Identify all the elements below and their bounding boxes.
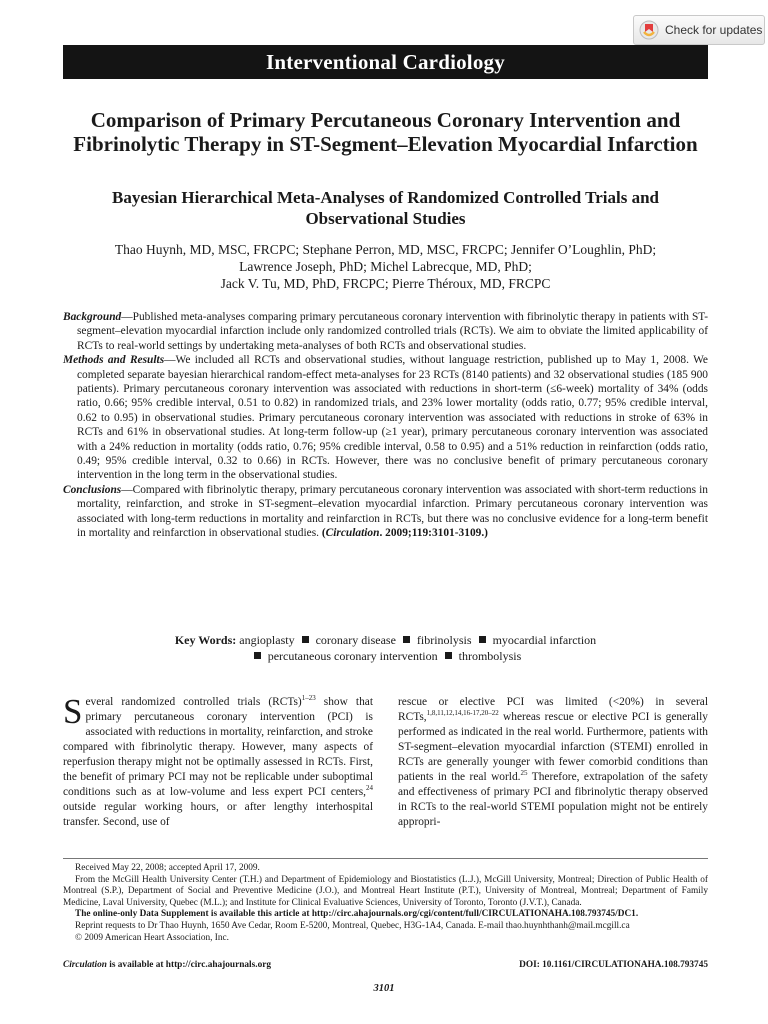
journal-footer (63, 960, 708, 970)
journal-name: Circulation (63, 960, 107, 970)
abstract-heading: Methods and Results (63, 354, 165, 367)
keyword: thrombolysis (458, 649, 522, 663)
abstract-conclusions (63, 483, 708, 541)
abstract-text: —Published meta-analyses comparing primary percutaneous coronary intervention with fibrinolytic therapy in patients with ST-segment–elevation myocardial infarction include only randomized controlled trials (RCTs). We aim to obviate the limited applicability of RCTs to real-world settings by undertaking meta-analyses of both RCTs and observational studies. (77, 311, 708, 352)
body-column-left (63, 692, 374, 830)
page-number: 3101 (373, 983, 395, 994)
reference-marker: 1,8,11,12,14,16-17,20–22 (426, 709, 499, 718)
body-column-right (398, 695, 708, 830)
square-bullet-icon (302, 636, 309, 643)
drop-cap: S (63, 692, 83, 731)
keyword: percutaneous coronary intervention (267, 649, 438, 663)
footnote-copyright: © 2009 American Heart Association, Inc. (75, 932, 229, 943)
square-bullet-icon (403, 636, 410, 643)
square-bullet-icon (445, 652, 452, 659)
keyword: myocardial infarction (492, 633, 597, 647)
citation: (Circulation. 2009;119:3101-3109.) (321, 527, 488, 540)
abstract-heading: Background (63, 311, 122, 323)
citation-journal: Circulation (325, 527, 380, 540)
reference-marker: 25 (520, 769, 528, 778)
key-words (63, 632, 708, 664)
section-banner (63, 45, 708, 79)
check-for-updates-label: Check for updates (665, 23, 763, 37)
abstract-text: —Compared with fibrinolytic therapy, primary percutaneous coronary intervention was associated with short-term reductions in mortality, reinfarction, and stroke in ST-segment–elevation myocardial infarction. Primary percutaneous coronary intervention was associated with long-term reductions in mortality and reinfarction in RCTs, but there was no conclusive evidence for a long-term benefit in mortality and reinfarction in observational studies. (77, 483, 708, 540)
key-words-line (63, 648, 708, 664)
reference-marker: 1–23 (301, 694, 316, 703)
author-line: Jack V. Tu, MD, PhD, FRCPC; Pierre Théroux, MD, FRCPC (220, 276, 551, 291)
article-title: Comparison of Primary Percutaneous Coronary Intervention and Fibrinolytic Therapy in ST-Segment–Elevation Myocardial Infarction (73, 108, 698, 156)
body-paragraph: Several randomized controlled trials (RCTs)$^{1-23}$ show that primary percutaneous coronary intervention (PCI) is associated with reductions in mortality, reinfarction, and stroke compared with fibrinolytic therapy. However, many aspects of reperfusion therapy might not be optimally assessed in RCTs. First, the benefit of primary PCI may not be replicable under suboptimal conditions such as at low-volume and less expert PCI centers,$^{24}$ outside regular working hours, or after lengthy interhospital transfer. Second, use of (63, 692, 374, 828)
key-words-line (63, 632, 708, 648)
footnote-affiliations: From the McGill Health University Center (T.H.) and Department of Epidemiology and Biostatistics (L.J.), McGill University, Montreal; Direction of Public Health of Montreal (S.P.), Department of Social and Preventive Medicine (J.O.), and Montreal Heart Institute (P.T.), University of Montreal, Montreal; Department of Family Medicine, Laval University, Quebec (M.L.); and Institute for Clinical Evaluative Sciences, University of Toronto, Toronto (J.V.T.), Canada. (63, 874, 708, 908)
footnote-received: Received May 22, 2008; accepted April 17, 2009. (75, 863, 260, 873)
square-bullet-icon (479, 636, 486, 643)
keyword: angioplasty (239, 633, 295, 647)
abstract-methods (63, 353, 708, 483)
journal-availability: Circulation is available at http://circ.ahajournals.org (63, 960, 271, 970)
footnote-supplement: The online-only Data Supplement is available this article at http://circ.ahajournals.org/cgi/content/full/CIRCULATIONAHA.108.793745/DC1. (75, 909, 639, 920)
abstract (63, 310, 708, 541)
author-line: Lawrence Joseph, PhD; Michel Labrecque, MD, PhD; (239, 259, 532, 274)
abstract-text: —We included all RCTs and observational studies, without language restriction, published up to May 1, 2008. We completed separate bayesian hierarchical random-effect meta-analyses for 23 RCTs (8140 patients) and 32 observational studies (185 900 patients). Primary percutaneous coronary intervention was associated with reductions in short-term (≤6-week) mortality of 34% (odds ratio, 0.66; 95% credible interval, 0.51 to 0.82) in randomized trials, and 23% lower mortality (odds ratio, 0.77; 95% credible interval, 0.62 to 0.95) in observational studies. Primary percutaneous coronary intervention was associated with reductions in stroke of 63% in RCTs and 61% in observational studies. At long-term follow-up (≥1 year), primary percutaneous coronary intervention was associated with a 24% reduction in mortality (odds ratio, 0.76; 95% credible interval, 0.58 to 0.95) and a 51% reduction in reinfarction (odds ratio, 0.49; 95% credible interval, 0.32 to 0.66) in RCTs. However, there was no conclusive benefit of primary percutaneous coronary intervention in the long term in the observational studies. (77, 354, 708, 482)
section-title: Interventional Cardiology (266, 49, 505, 74)
square-bullet-icon (254, 652, 261, 659)
crossmark-icon (639, 20, 659, 40)
reference-marker: 24 (366, 784, 373, 793)
doi: DOI: 10.1161/CIRCULATIONAHA.108.793745 (519, 960, 708, 970)
abstract-heading: Conclusions (63, 483, 122, 496)
author-list (63, 241, 708, 292)
body-paragraph: rescue or elective PCI was limited (<20%) in several RCTs,$^{1,8,11,12,14,16-17,20-22}$ whereas rescue or elective PCI is generally performed as indicated in the real world. Furthermore, patients with ST-segment–elevation myocardial infarction (STEMI) enrolled in RCTs are generally younger with fewer comorbid conditions than patients in the real world.$^{25}$ Therefore, extrapolation of the safety and effectiveness of primary PCI and fibrinolytic therapy observed in RCTs to the real-world STEMI population might not be entirely appropri- (398, 696, 708, 828)
key-words-heading: Key Words: (174, 633, 237, 647)
author-line: Thao Huynh, MD, MSC, FRCPC; Stephane Perron, MD, MSC, FRCPC; Jennifer O’Loughlin, PhD; (114, 242, 657, 257)
article-subtitle: Bayesian Hierarchical Meta-Analyses of Randomized Controlled Trials and Observational Studies (112, 188, 659, 228)
abstract-background (63, 310, 708, 353)
keyword: coronary disease (315, 633, 396, 647)
keyword: fibrinolysis (416, 633, 472, 647)
footnote-reprints: Reprint requests to Dr Thao Huynh, 1650 Ave Cedar, Room E-5200, Montreal, Quebec, H3G-1A4, Canada. E-mail thao.huynhthanh@mail.mcgill.ca (75, 920, 630, 931)
check-for-updates-button[interactable] (633, 15, 765, 45)
footnotes (63, 858, 708, 944)
